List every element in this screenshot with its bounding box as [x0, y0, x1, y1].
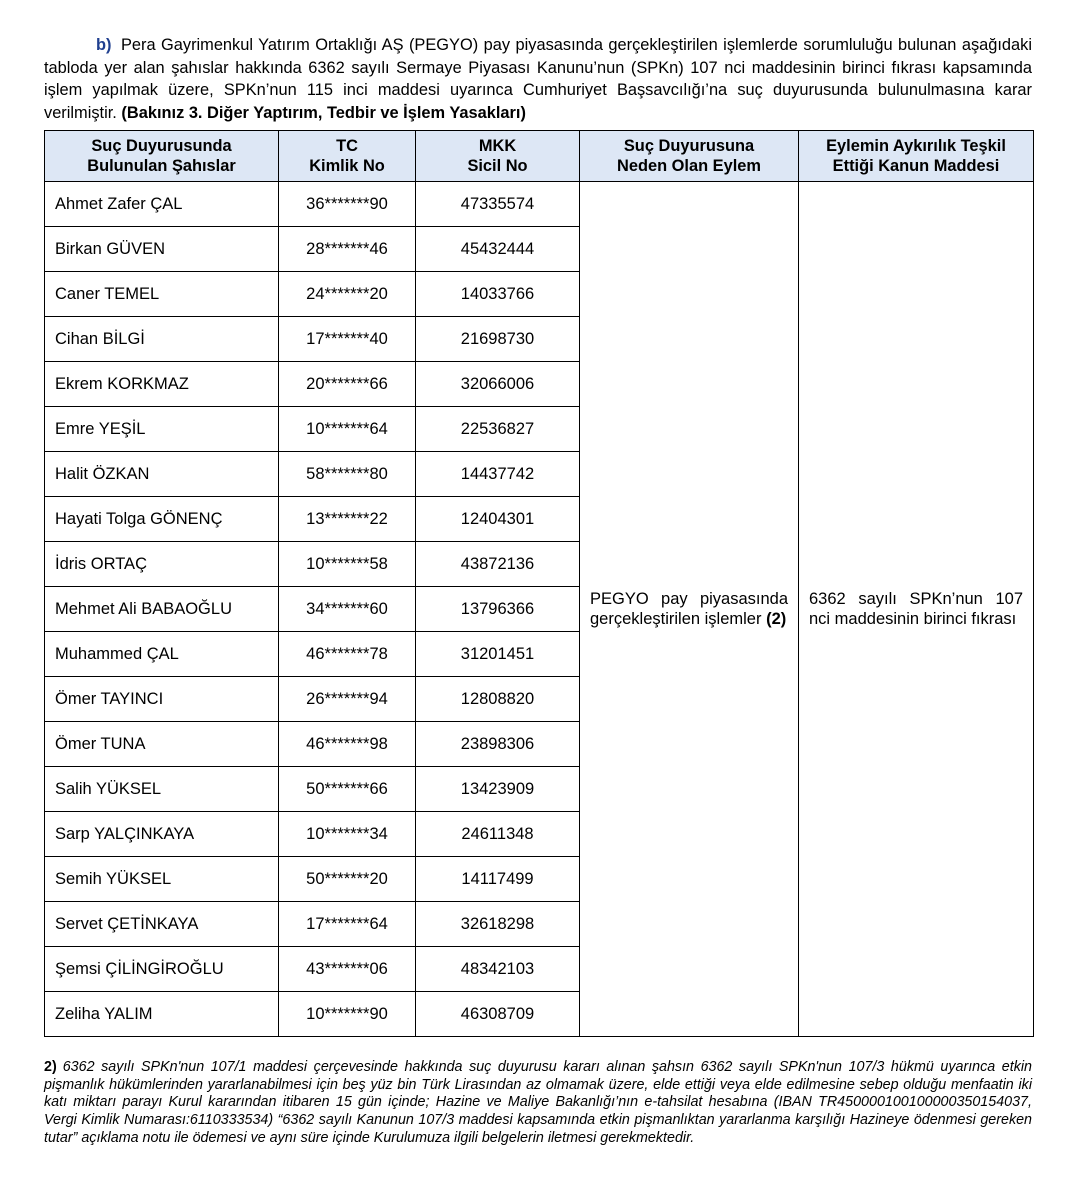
tc-id: 24*******20 — [279, 272, 416, 317]
mkk-id: 12808820 — [416, 677, 580, 722]
intro-text: Pera Gayrimenkul Yatırım Ortaklığı AŞ (PEGYO) pay piyasasında gerçekleştirilen işlemlerde sorumluluğu bulunan aşağıdaki tabloda yer alan şahıslar hakkında 6362 sayılı Sermaye Piyasası Kanunu’nun (SPKn) 107 nci maddesinin birinci fıkrası kapsamında işlem yapılmak üzere, SPKn’nun 115 inci maddesi uyarınca Cumhuriyet Başsavcılığı’na suç duyurusunda bulunulmasına karar verilmiştir. — [44, 36, 1032, 122]
header-law-article: Eylemin Aykırılık Teşkil Ettiği Kanun Maddesi — [799, 131, 1034, 182]
footnote — [44, 1059, 1032, 1147]
header-tc-id: TC Kimlik No — [279, 131, 416, 182]
tc-id: 36*******90 — [279, 182, 416, 227]
person-name: Muhammed ÇAL — [45, 632, 279, 677]
tc-id: 20*******66 — [279, 362, 416, 407]
table-header-row — [45, 131, 1034, 182]
law-article-cell: 6362 sayılı SPKn’nun 107 nci maddesinin birinci fıkrası — [799, 182, 1034, 1037]
person-name: Servet ÇETİNKAYA — [45, 902, 279, 947]
mkk-id: 13796366 — [416, 587, 580, 632]
tc-id: 46*******78 — [279, 632, 416, 677]
person-name: Caner TEMEL — [45, 272, 279, 317]
tc-id: 10*******90 — [279, 992, 416, 1037]
mkk-id: 43872136 — [416, 542, 580, 587]
person-name: Halit ÖZKAN — [45, 452, 279, 497]
action-footnote-ref: (2) — [766, 610, 787, 628]
tc-id: 17*******64 — [279, 902, 416, 947]
footnote-mark: 2) — [44, 1059, 57, 1076]
person-name: Mehmet Ali BABAOĞLU — [45, 587, 279, 632]
mkk-id: 47335574 — [416, 182, 580, 227]
person-name: Emre YEŞİL — [45, 407, 279, 452]
person-name: Ömer TAYINCI — [45, 677, 279, 722]
tc-id: 26*******94 — [279, 677, 416, 722]
tc-id: 10*******34 — [279, 812, 416, 857]
mkk-id: 24611348 — [416, 812, 580, 857]
tc-id: 10*******64 — [279, 407, 416, 452]
tc-id: 46*******98 — [279, 722, 416, 767]
mkk-id: 32618298 — [416, 902, 580, 947]
mkk-id: 14033766 — [416, 272, 580, 317]
tc-id: 43*******06 — [279, 947, 416, 992]
tc-id: 34*******60 — [279, 587, 416, 632]
mkk-id: 48342103 — [416, 947, 580, 992]
mkk-id: 12404301 — [416, 497, 580, 542]
person-name: Sarp YALÇINKAYA — [45, 812, 279, 857]
tc-id: 58*******80 — [279, 452, 416, 497]
footnote-text: 6362 sayılı SPKn'nun 107/1 maddesi çerçevesinde hakkında suç duyurusu kararı alınan şahsın 6362 sayılı SPKn'nun 107/3 hükmü uyarınca etkin pişmanlık hükümlerinden yararlanabilmesi için beş yüz bin Türk Lirasından az olmamak üzere, elde ettiği veya elde edilmesine sebep olduğu menfaatin iki katı miktarı parayı Kurul kararından itibaren 15 gün içinde; Hazine ve Maliye Bakanlığı’nın e-tahsilat hesabına (IBAN TR450000100100000350154037, Vergi Kimlik Numarası:6110333534) “6362 sayılı Kanunun 107/3 maddesi kapsamında etkin pişmanlıktan yararlanma karşılığı Hazineye ödenmesi gereken tutar” açıklama notu ile ödemesi ve aynı süre içinde Kurulumuza ilgili belgelerin iletmesi gerekmektedir. — [44, 1059, 1032, 1146]
mkk-id: 13423909 — [416, 767, 580, 812]
mkk-id: 45432444 — [416, 227, 580, 272]
person-name: Hayati Tolga GÖNENÇ — [45, 497, 279, 542]
mkk-id: 14117499 — [416, 857, 580, 902]
criminal-complaint-table — [44, 130, 1034, 1037]
intro-paragraph — [44, 34, 1032, 124]
mkk-id: 14437742 — [416, 452, 580, 497]
person-name: Şemsi ÇİLİNGİROĞLU — [45, 947, 279, 992]
mkk-id: 31201451 — [416, 632, 580, 677]
tc-id: 28*******46 — [279, 227, 416, 272]
header-mkk-id: MKK Sicil No — [416, 131, 580, 182]
person-name: Ömer TUNA — [45, 722, 279, 767]
person-name: Salih YÜKSEL — [45, 767, 279, 812]
mkk-id: 21698730 — [416, 317, 580, 362]
mkk-id: 22536827 — [416, 407, 580, 452]
tc-id: 10*******58 — [279, 542, 416, 587]
tc-id: 50*******20 — [279, 857, 416, 902]
tc-id: 13*******22 — [279, 497, 416, 542]
mkk-id: 32066006 — [416, 362, 580, 407]
intro-reference: (Bakınız 3. Diğer Yaptırım, Tedbir ve İşlem Yasakları) — [121, 103, 526, 122]
person-name: Cihan BİLGİ — [45, 317, 279, 362]
tc-id: 17*******40 — [279, 317, 416, 362]
person-name: Ekrem KORKMAZ — [45, 362, 279, 407]
header-action: Suç Duyurusuna Neden Olan Eylem — [580, 131, 799, 182]
person-name: Semih YÜKSEL — [45, 857, 279, 902]
person-name: Zeliha YALIM — [45, 992, 279, 1037]
tc-id: 50*******66 — [279, 767, 416, 812]
table-row — [45, 182, 1034, 227]
person-name: İdris ORTAÇ — [45, 542, 279, 587]
person-name: Birkan GÜVEN — [45, 227, 279, 272]
action-cell: PEGYO pay piyasasında gerçekleştirilen işlemler (2) — [580, 182, 799, 1037]
header-persons: Suç Duyurusunda Bulunulan Şahıslar — [45, 131, 279, 182]
person-name: Ahmet Zafer ÇAL — [45, 182, 279, 227]
mkk-id: 23898306 — [416, 722, 580, 767]
mkk-id: 46308709 — [416, 992, 580, 1037]
section-label: b) — [96, 36, 112, 55]
